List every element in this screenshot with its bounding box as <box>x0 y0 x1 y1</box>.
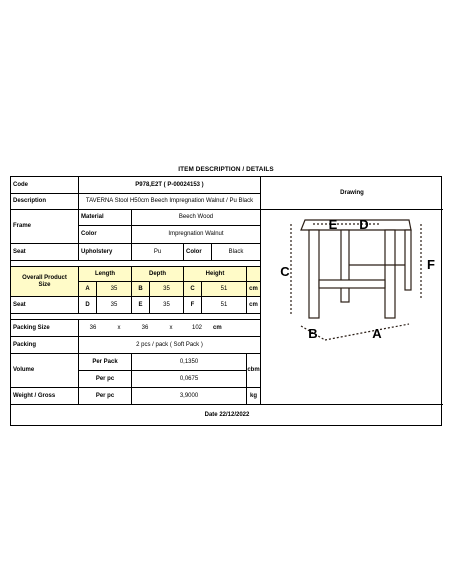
volume-label: Volume <box>11 354 79 388</box>
code-value: P978,E2T ( P-00024153 ) <box>79 177 261 194</box>
date-footer: Date 22/12/2022 <box>204 411 250 418</box>
label-e: E <box>328 216 338 232</box>
label-b: B <box>308 325 318 341</box>
weight-unit: kg <box>247 388 261 405</box>
label-f: F <box>427 256 435 272</box>
description-value: TAVERNA Stool H50cm Beech Impregnation Walnut / Pu Black <box>79 194 261 210</box>
volume-per-pc-label: Per pc <box>79 371 132 388</box>
f-value: 51 <box>202 297 247 314</box>
packing-size-label: Packing Size <box>11 320 79 337</box>
packing-size-3: 102 <box>183 320 211 337</box>
leg-front-right <box>385 230 395 318</box>
per-pack-label: Per Pack <box>79 354 132 371</box>
e-value: 35 <box>150 297 184 314</box>
c-value: 51 <box>202 282 247 297</box>
spec-table <box>10 176 442 426</box>
stretcher-front <box>319 280 385 288</box>
seat-size-label: Seat <box>11 297 79 314</box>
b-label: B <box>132 282 150 297</box>
material-label: Material <box>79 210 132 226</box>
c-label: C <box>184 282 202 297</box>
description-label: Description <box>11 194 79 210</box>
frame-label: Frame <box>11 210 79 244</box>
sheet-title: ITEM DESCRIPTION / DETAILS <box>178 166 274 173</box>
spec-sheet <box>10 164 442 426</box>
leg-back-left <box>341 230 349 302</box>
depth-header: Depth <box>132 267 184 282</box>
length-header: Length <box>79 267 132 282</box>
frame-color-value: Impregnation Walnut <box>132 226 261 244</box>
packing-size-2: 36 <box>131 320 159 337</box>
upholstery-label: Upholstery <box>79 244 132 261</box>
seat-color-value: Black <box>212 244 261 261</box>
f-label: F <box>184 297 202 314</box>
d-label: D <box>79 297 97 314</box>
packing-label: Packing <box>11 337 79 354</box>
label-a: A <box>372 325 382 341</box>
dim-line-a <box>325 324 409 340</box>
leg-front-left <box>309 230 319 318</box>
packing-size-1: 36 <box>79 320 107 337</box>
volume-per-pc-value: 0,0675 <box>132 371 247 388</box>
overall-unit: cm <box>247 282 261 297</box>
per-pack-value: 0,1350 <box>132 354 247 371</box>
volume-unit: cbm <box>247 354 261 388</box>
weight-label: Weight / Gross <box>11 388 79 405</box>
overall-size-label: Overall Product Size <box>11 267 79 297</box>
weight-per-pc-label: Per pc <box>79 388 132 405</box>
d-value: 35 <box>97 297 132 314</box>
drawing-area <box>261 210 443 405</box>
packing-size-x1: x <box>107 320 131 337</box>
label-c: C <box>280 263 290 279</box>
packing-value: 2 pcs / pack ( Soft Pack ) <box>79 337 261 354</box>
seat-size-unit: cm <box>247 297 261 314</box>
seat-color-label: Color <box>184 244 212 261</box>
packing-size-unit: cm <box>211 320 261 337</box>
unit-header-blank <box>247 267 261 282</box>
frame-color-label: Color <box>79 226 132 244</box>
e-label: E <box>132 297 150 314</box>
weight-value: 3,9000 <box>132 388 247 405</box>
seat-label: Seat <box>11 244 79 261</box>
stool-drawing <box>261 210 443 405</box>
seat-top-outline <box>301 220 411 230</box>
a-value: 35 <box>97 282 132 297</box>
code-label: Code <box>11 177 79 194</box>
material-value: Beech Wood <box>132 210 261 226</box>
upholstery-value: Pu <box>132 244 184 261</box>
label-d: D <box>359 216 369 232</box>
drawing-header: Drawing <box>261 177 443 210</box>
packing-size-x2: x <box>159 320 183 337</box>
leg-back-right <box>405 230 411 290</box>
b-value: 35 <box>150 282 184 297</box>
a-label: A <box>79 282 97 297</box>
height-header: Height <box>184 267 247 282</box>
